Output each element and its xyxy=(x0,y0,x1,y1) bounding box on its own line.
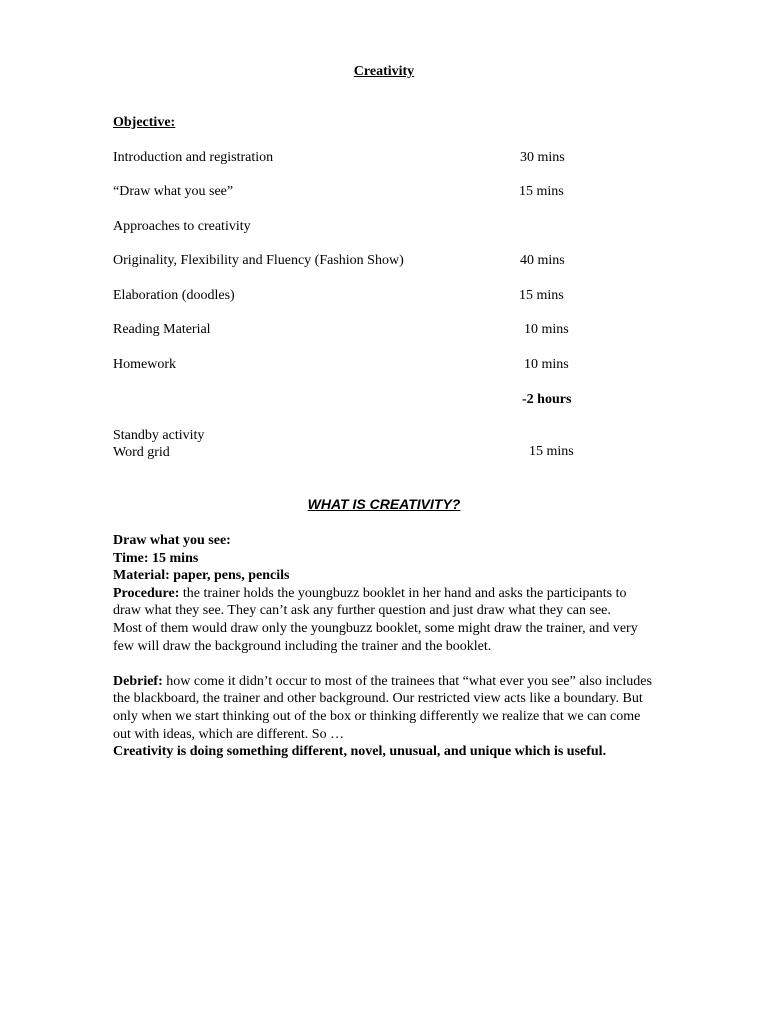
schedule-duration: 15 mins xyxy=(519,184,564,199)
schedule-activity: Approaches to creativity xyxy=(113,219,251,234)
objective-label: Objective: xyxy=(113,115,176,130)
section-heading: WHAT IS CREATIVITY? xyxy=(307,496,461,512)
schedule-duration: 10 mins xyxy=(524,322,569,337)
schedule-activity: Originality, Flexibility and Fluency (Fashion Show) xyxy=(113,253,404,268)
schedule-activity: Elaboration (doodles) xyxy=(113,288,235,303)
exercise-debrief xyxy=(113,673,653,743)
schedule-row xyxy=(0,150,768,168)
schedule-row xyxy=(0,253,768,271)
standby-activity xyxy=(113,427,204,461)
standby-duration: 15 mins xyxy=(529,444,574,459)
schedule-row xyxy=(0,357,768,375)
schedule-duration: 40 mins xyxy=(520,253,565,268)
procedure-text: the trainer holds the youngbuzz booklet in her hand and asks the participants to draw what they see. They can’t ask any further question and just draw what they can see. xyxy=(113,585,627,619)
exercise-name: Draw what you see: xyxy=(113,533,231,548)
schedule-activity: “Draw what you see” xyxy=(113,184,234,199)
schedule-duration: 15 mins xyxy=(519,288,564,303)
exercise-conclusion: Creativity is doing something different, novel, unusual, and unique which is useful. xyxy=(113,744,607,760)
schedule-row xyxy=(0,184,768,202)
schedule-activity: Reading Material xyxy=(113,322,211,337)
exercise-procedure xyxy=(113,585,653,620)
schedule-activity: Introduction and registration xyxy=(113,150,274,165)
standby-item: Word grid xyxy=(113,445,170,460)
schedule-total: -2 hours xyxy=(522,392,572,407)
standby-label: Standby activity xyxy=(113,428,205,443)
debrief-label: Debrief: xyxy=(113,673,163,689)
schedule-total-row xyxy=(0,392,768,410)
exercise-material: Material: paper, pens, pencils xyxy=(113,568,290,584)
exercise-description xyxy=(113,532,653,761)
schedule-row xyxy=(0,322,768,340)
procedure-label: Procedure: xyxy=(113,585,180,601)
document-title: Creativity xyxy=(353,64,415,79)
schedule-duration: 30 mins xyxy=(520,150,565,165)
schedule-row xyxy=(0,288,768,306)
schedule-row xyxy=(0,219,768,237)
exercise-time: Time: 15 mins xyxy=(113,550,199,566)
debrief-text: how come it didn’t occur to most of the trainees that “what ever you see” also includes the blackboard, the trainer and other background. Our restricted view acts like a boundary. But only when we start thinking out of the box or thinking differently we realize that we can come out with ideas, which are different. So … xyxy=(113,673,652,742)
schedule-duration: 10 mins xyxy=(524,357,569,372)
schedule-activity: Homework xyxy=(113,357,176,372)
exercise-observation: Most of them would draw only the youngbuzz booklet, some might draw the trainer, and very few will draw the background including the trainer and the booklet. xyxy=(113,620,638,654)
